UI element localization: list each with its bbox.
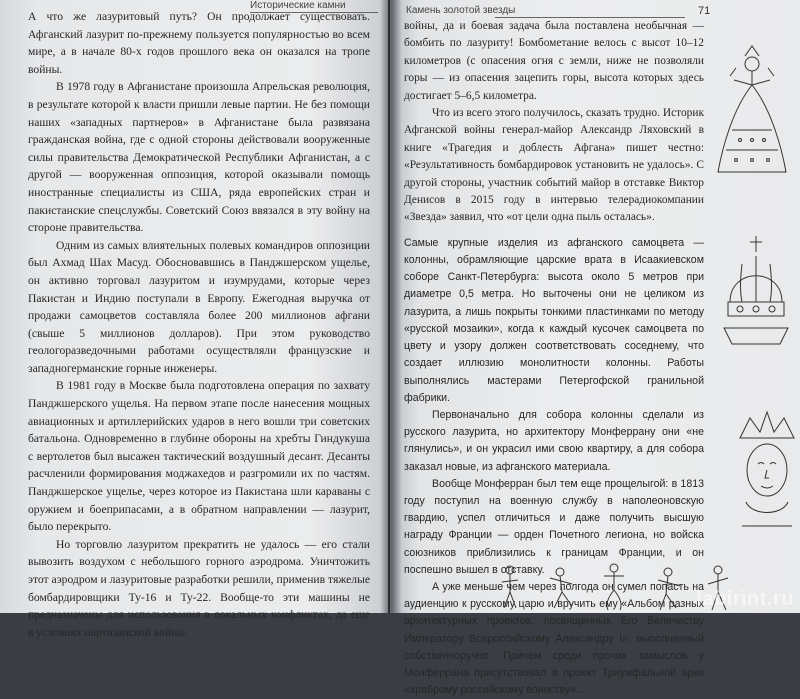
left-text-column xyxy=(28,8,370,641)
crown-illustration xyxy=(720,232,792,352)
left-paragraph: А что же лазуритовый путь? Он продолжает существовать. Афганский лазурит по-прежнему пользуется популярностью во всем мире, а в начале 80-х годов прошлого века он оказался на тропе войны. xyxy=(28,10,370,76)
lady-in-gown-illustration xyxy=(712,40,792,180)
left-page xyxy=(0,0,388,639)
book-gutter xyxy=(380,0,402,613)
sidebar-paragraph: Первоначально для собора колонны сделали из русского лазурита, но архитектору Монферрану они «не глянулись», и он украсил ими свою квартиру, а для собора заказал новые, из афганского материала. xyxy=(404,408,704,473)
left-paragraph: В 1978 году в Афганистане произошла Апрельская революция, в результате которой к власти пришли левые партии. Не без помощи наших «западных партнеров» в Афганистане была развязана гражданская война, где с одной стороны действовали вооруженные силы правительства Демократической Республики Афганистан, а с другой — вооруженная оппозиция, которой оказывали помощь иностранные специалисты из США, ряда европейских стран и пакистанские спецслужбы. Советский Союз ввязался в эту войну на стороне правительства. xyxy=(28,80,370,235)
page-number: 71 xyxy=(698,5,711,17)
left-paragraph: Но торговлю лазуритом прекратить не удалось — его стали вывозить воздухом с небольшого горного аэродрома. Уничтожить этот аэродром и лазуритовые разработки решили, применив тяжелые бомбардировщики Ту-16 и Ту-22. Вообще-то эти машины не предназначены для использования в локальных конфликтах, да еще в условиях партизанской войны. xyxy=(28,537,370,639)
watermark: labirint.ru xyxy=(696,588,794,610)
sidebar-paragraph: А уже меньше чем через полгода он сумел попасть на аудиенцию к русскому царю и вручить ему «Альбом разных архитектурных проектов, посвященных Его Величеству Императору Всероссийскому Александру I», выполненный собственноручно. Причем среди прочих замыслов у Монферрана присутствовал и проект Триумфальной арки «храброму российскому воинству»... xyxy=(404,580,704,697)
left-paragraph: В 1981 году в Москве была подготовлена операция по захвату Панджшерского ущелья. На первом этапе после нанесения мощных авиационных и артиллерийских ударов в него вошли три советских батальона. Одновременно в глубине обороны на хребты Гиндукуша с вертолетов был высажен тактический воздушный десант. Десанты расчленили формирования моджахедов и разгромили их по частям. Панджшерское ущелье, через которое из Пакистана шли караваны с оружием и боеприпасами, а в обратном направлении — лазурит, было перекрыто. xyxy=(28,379,370,534)
portrait-illustration xyxy=(734,408,800,528)
left-running-head: Исторические камни xyxy=(250,0,346,11)
right-paragraph: войны, да и боевая задача была поставлена необычная — бомбить по лазуриту! Бомбометание велось с высот 10–12 километров (с опасения огня с земли, ниже не позволяли горы — из опасения зацепить горы, высота которых здесь достигает 5–6,5 километра. xyxy=(404,20,704,102)
right-running-head: Камень золотой звезды xyxy=(406,5,516,16)
right-page xyxy=(390,0,800,697)
sidebar-paragraph: Вообще Монферран был тем еще прощелыгой: в 1813 году поступил на военную службу в наполеоновскую гвардию, успел отличиться и даже получить высшую награду Франции — орден Почетного легиона, но войска союзников приблизились к границам Франции, и он поспешно вышел в отставку. xyxy=(404,477,704,576)
sidebar-paragraph: Самые крупные изделия из афганского самоцвета — колонны, обрамляющие царские врата в Исаакиевском соборе Санкт-Петербурга: высота около 5 метров при диаметре 0,5 метра. Но выточены они не целиком из лазурита, а лишь покрыты тонкими пластинками по методу «русской мозаики», когда к каждый кусочек самоцвета по цвету и узору должен соответствовать соседнему, что создает иллюзию монолитности колонны. Работы выполнялись мастерами Петергофской гранильной фабрики. xyxy=(404,236,704,404)
left-paragraph: Одним из самых влиятельных полевых командиров оппозиции был Ахмад Шах Масуд. Обосновавшись в Панджшерском ущелье, он активно торговал лазуритом и изумрудами, которые через Пакистан и Индию поступали в Европу. Ежегодная выручка от продажи самоцветов составляла более 200 миллионов афгани (свыше 5 миллионов долларов). При этом руководство геологоразведочными работами осуществляли французские и западногерманские горные инженеры. xyxy=(28,238,370,375)
right-paragraph: Что из всего этого получилось, сказать трудно. Историк Афганской войны генерал-майор Александр Ляховский в книге «Трагедия и доблесть Афгана» пишет честно: «Результативность бомбардировок установить не удалось». С другой стороны, участник событий майор в отставке Виктор Денисов в 2015 году в интервью телерадиокомпании «Звезда» заявил, что «от цели одна пыль осталась». xyxy=(404,107,704,224)
